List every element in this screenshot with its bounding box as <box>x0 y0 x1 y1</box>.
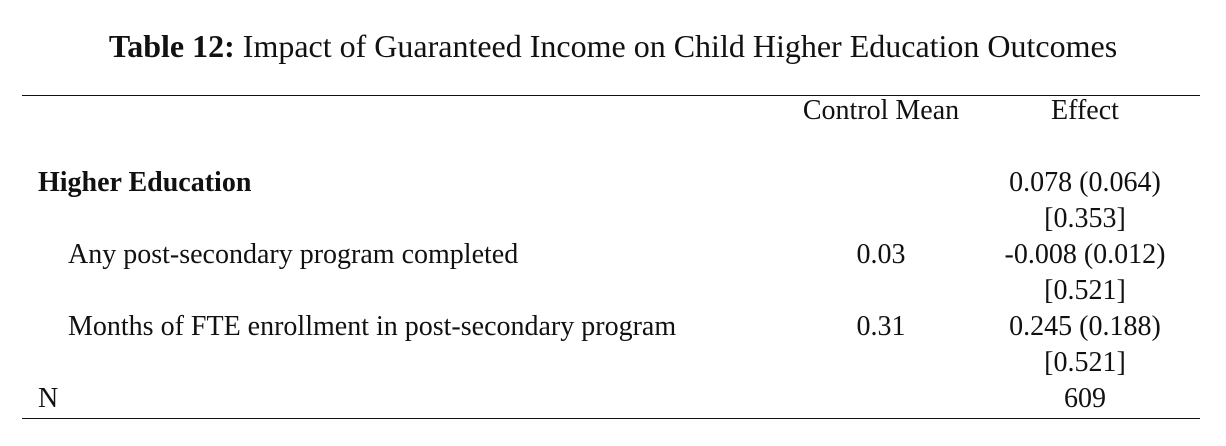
section-pvalue: [0.353] <box>1044 203 1126 234</box>
table-row-label: Any post-secondary program completed <box>68 239 519 270</box>
table-number: Table 12: <box>108 28 235 64</box>
table-row-pvalue: [0.521] <box>1044 347 1126 378</box>
table-row-control-mean: 0.31 <box>856 311 906 342</box>
column-header-control-mean: Control Mean <box>802 95 960 126</box>
table-title: Impact of Guaranteed Income on Child Higher Education Outcomes <box>242 28 1118 64</box>
table-row-label: Months of FTE enrollment in post-secondary program <box>68 311 677 342</box>
table-row-pvalue: [0.521] <box>1044 275 1126 306</box>
table-row-effect: -0.008 (0.012) <box>1004 239 1166 270</box>
table-row-control-mean: 0.03 <box>856 239 906 270</box>
n-label: N <box>38 383 59 414</box>
n-value: 609 <box>1064 383 1106 414</box>
table-row-effect: 0.245 (0.188) <box>1009 311 1161 342</box>
bottom-rule <box>22 418 1200 419</box>
section-title: Higher Education <box>38 167 252 198</box>
section-effect: 0.078 (0.064) <box>1009 167 1161 198</box>
column-header-effect: Effect <box>1051 95 1119 126</box>
table-caption <box>0 26 1226 66</box>
